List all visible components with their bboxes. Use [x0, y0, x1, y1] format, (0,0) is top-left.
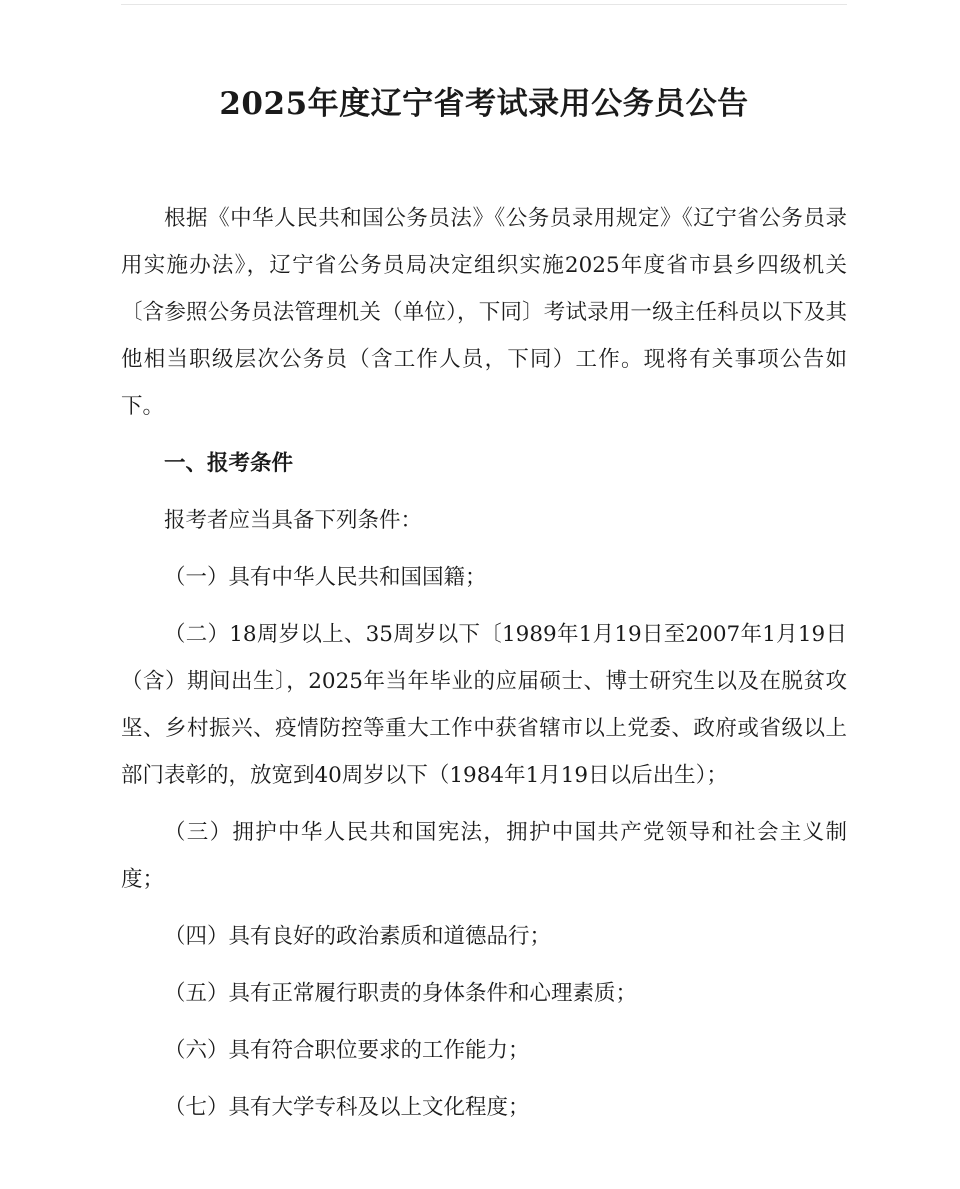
- condition-item-6: （六）具有符合职位要求的工作能力；: [164, 1038, 530, 1063]
- top-divider: [121, 4, 847, 5]
- condition-item-5: （五）具有正常履行职责的身体条件和心理素质；: [164, 981, 638, 1006]
- condition-item-1: （一）具有中华人民共和国国籍；: [164, 565, 487, 590]
- section-heading: 一、报考条件: [164, 451, 294, 476]
- document-title: 2025年度辽宁省考试录用公务员公告: [219, 86, 749, 122]
- document-body: [121, 195, 847, 1131]
- section-lead: 报考者应当具备下列条件：: [164, 508, 423, 533]
- condition-item-3: （三）拥护中华人民共和国宪法，拥护中国共产党领导和社会主义制度；: [121, 820, 847, 892]
- intro-paragraph: 根据《中华人民共和国公务员法》《公务员录用规定》《辽宁省公务员录用实施办法》，辽宁省公务员局决定组织实施2025年度省市县乡四级机关〔含参照公务员法管理机关（单位），下同〕考试录用一级主任科员以下及其他相当职级层次公务员（含工作人员，下同）工作。现将有关事项公告如下。: [121, 206, 847, 419]
- condition-item-7: （七）具有大学专科及以上文化程度；: [164, 1095, 530, 1120]
- condition-item-2: （二）18周岁以上、35周岁以下〔1989年1月19日至2007年1月19日（含）期间出生〕，2025年当年毕业的应届硕士、博士研究生以及在脱贫攻坚、乡村振兴、疫情防控等重大工作中获省辖市以上党委、政府或省级以上部门表彰的，放宽到40周岁以下（1984年1月19日以后出生）；: [121, 622, 847, 788]
- condition-item-4: （四）具有良好的政治素质和道德品行；: [164, 924, 552, 949]
